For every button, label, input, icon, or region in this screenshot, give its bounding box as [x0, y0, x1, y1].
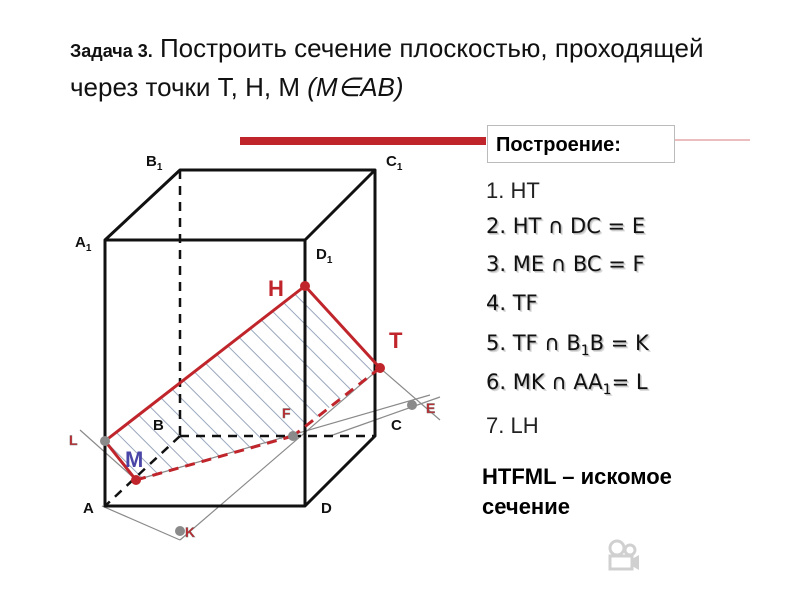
- label-a1: $A_1$: [75, 234, 92, 254]
- step-6: 6. MK ∩ $AA_1= L$: [486, 370, 648, 399]
- label-c: C: [391, 417, 402, 434]
- task-condition: (M∈AB): [307, 72, 404, 102]
- separator-bar: [240, 137, 486, 145]
- label-f: F: [282, 405, 291, 421]
- label-c1: $C_1$: [386, 153, 403, 173]
- label-k: K: [185, 524, 196, 540]
- step-4: 4. TF: [486, 291, 538, 315]
- construction-heading: Построение:: [487, 125, 675, 163]
- point-l: [100, 436, 110, 446]
- label-l: L: [69, 432, 78, 448]
- label-e: E: [426, 400, 436, 416]
- task-number: Задача 3.: [70, 41, 153, 61]
- label-d: D: [321, 500, 332, 517]
- label-h: H: [268, 276, 284, 301]
- task-text: Построить сечение плоскостью, проходящей через точки T, H, M: [70, 33, 704, 102]
- point-f: [288, 431, 298, 441]
- result-text: [482, 462, 672, 522]
- step-7: 7. LH: [486, 413, 539, 438]
- step-2: 2. HT ∩ DC = E: [486, 214, 646, 238]
- step-5: 5. TF ∩ $B_1B = K$: [486, 331, 649, 360]
- label-d1: $D_1$: [316, 246, 333, 266]
- label-b: B: [153, 417, 164, 434]
- label-t: T: [389, 328, 403, 353]
- point-k: [175, 526, 185, 536]
- step-3: 3. ME ∩ BC = F: [486, 252, 645, 276]
- label-a: A: [83, 500, 94, 517]
- step-1: 1. HT: [486, 178, 540, 203]
- label-b1: $B_1$: [146, 153, 163, 173]
- film-projector-icon: [606, 538, 766, 574]
- point-t: [375, 363, 385, 373]
- result-line-1: HTFML – искомое: [482, 464, 672, 489]
- label-m: M: [125, 447, 144, 472]
- point-h: [300, 281, 310, 291]
- result-line-2: сечение: [482, 494, 570, 519]
- point-m: [131, 475, 141, 485]
- point-e: [407, 400, 417, 410]
